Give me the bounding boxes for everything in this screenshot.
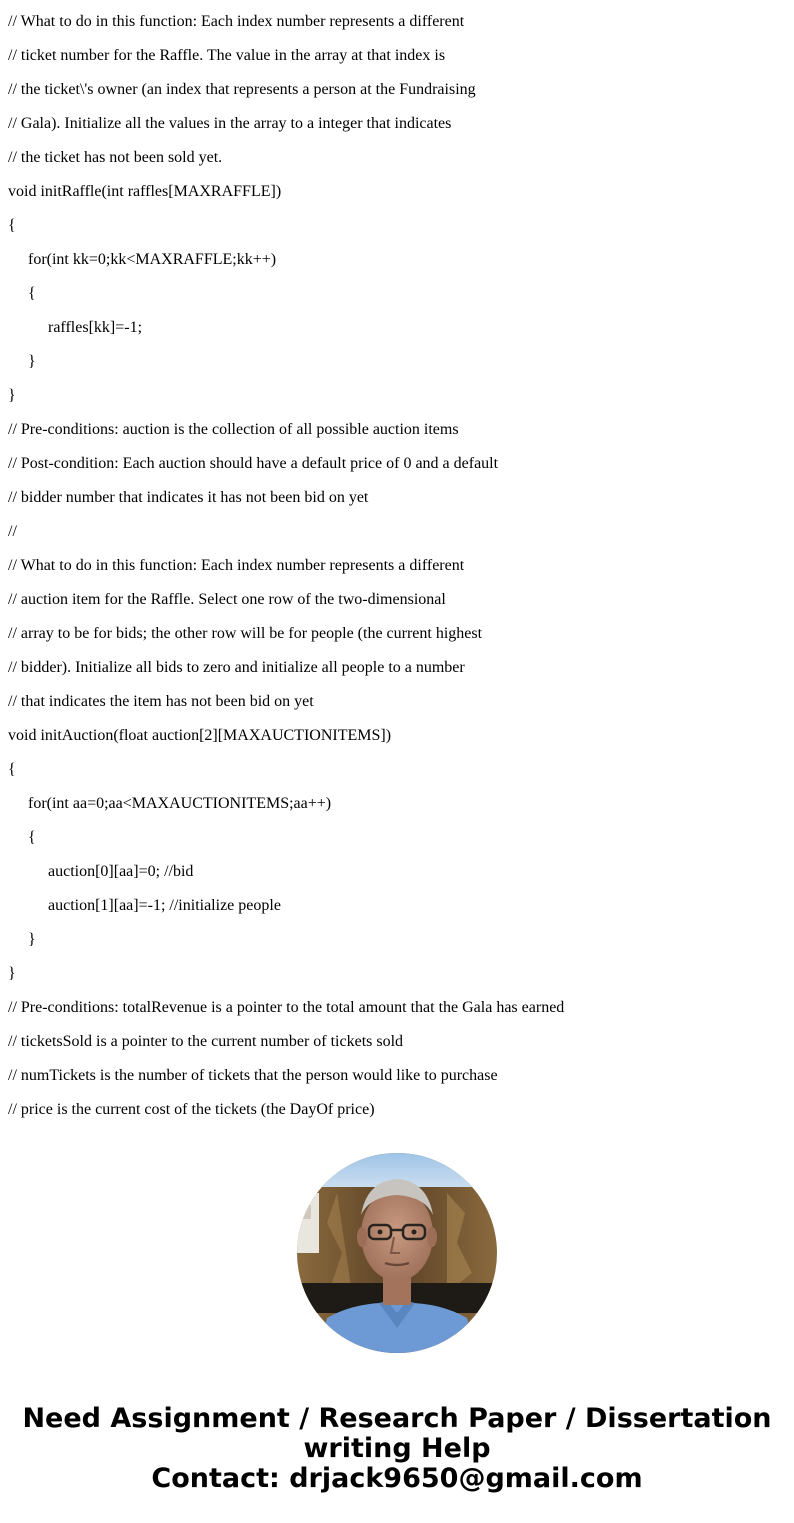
promo-contact: Contact: drjack9650@gmail.com (151, 1463, 643, 1494)
code-line: // bidder number that indicates it has not been bid on yet (8, 489, 369, 506)
code-line: void initAuction(float auction[2][MAXAUCTIONITEMS]) (8, 727, 392, 744)
code-line: { (8, 761, 16, 778)
code-line: // numTickets is the number of tickets that the person would like to purchase (8, 1067, 498, 1084)
code-line: } (28, 353, 36, 370)
code-line: // the ticket\'s owner (an index that represents a person at the Fundraising (8, 81, 476, 98)
code-line: // (8, 523, 17, 540)
code-line: // ticketsSold is a pointer to the current number of tickets sold (8, 1033, 404, 1050)
code-line: // What to do in this function: Each index number represents a different (8, 557, 465, 574)
code-line: // Pre-conditions: auction is the collection of all possible auction items (8, 421, 459, 438)
code-line: // that indicates the item has not been bid on yet (8, 693, 314, 710)
code-line: for(int aa=0;aa<MAXAUCTIONITEMS;aa++) (28, 795, 332, 812)
code-line: auction[1][aa]=-1; //initialize people (48, 897, 281, 914)
code-line: { (28, 285, 36, 302)
code-line: // the ticket has not been sold yet. (8, 149, 223, 166)
code-line: for(int kk=0;kk<MAXRAFFLE;kk++) (28, 251, 277, 268)
code-line: // auction item for the Raffle. Select one row of the two-dimensional (8, 591, 446, 608)
promo-line-1: Need Assignment / Research Paper / Dissertation (22, 1403, 772, 1434)
code-line: void initRaffle(int raffles[MAXRAFFLE]) (8, 183, 282, 200)
code-line: raffles[kk]=-1; (48, 319, 143, 336)
code-line: // Post-condition: Each auction should have a default price of 0 and a default (8, 455, 499, 472)
code-line: } (28, 931, 36, 948)
promo-line-2: writing Help (303, 1433, 491, 1464)
code-line: // price is the current cost of the tickets (the DayOf price) (8, 1101, 375, 1118)
code-line: } (8, 387, 16, 404)
code-listing (8, 5, 788, 1127)
author-avatar (297, 1153, 497, 1353)
code-line: // Pre-conditions: totalRevenue is a pointer to the total amount that the Gala has earned (8, 999, 565, 1016)
code-line: { (8, 217, 16, 234)
code-line: // array to be for bids; the other row will be for people (the current highest (8, 625, 483, 642)
code-line: auction[0][aa]=0; //bid (48, 863, 194, 880)
code-line: { (28, 829, 36, 846)
code-line: // Gala). Initialize all the values in the array to a integer that indicates (8, 115, 452, 132)
code-line: // bidder). Initialize all bids to zero and initialize all people to a number (8, 659, 465, 676)
code-line: // ticket number for the Raffle. The value in the array at that index is (8, 47, 446, 64)
code-line: // What to do in this function: Each index number represents a different (8, 13, 465, 30)
author-portrait-icon (297, 1153, 497, 1353)
code-line: } (8, 965, 16, 982)
promo-banner (0, 1404, 794, 1494)
